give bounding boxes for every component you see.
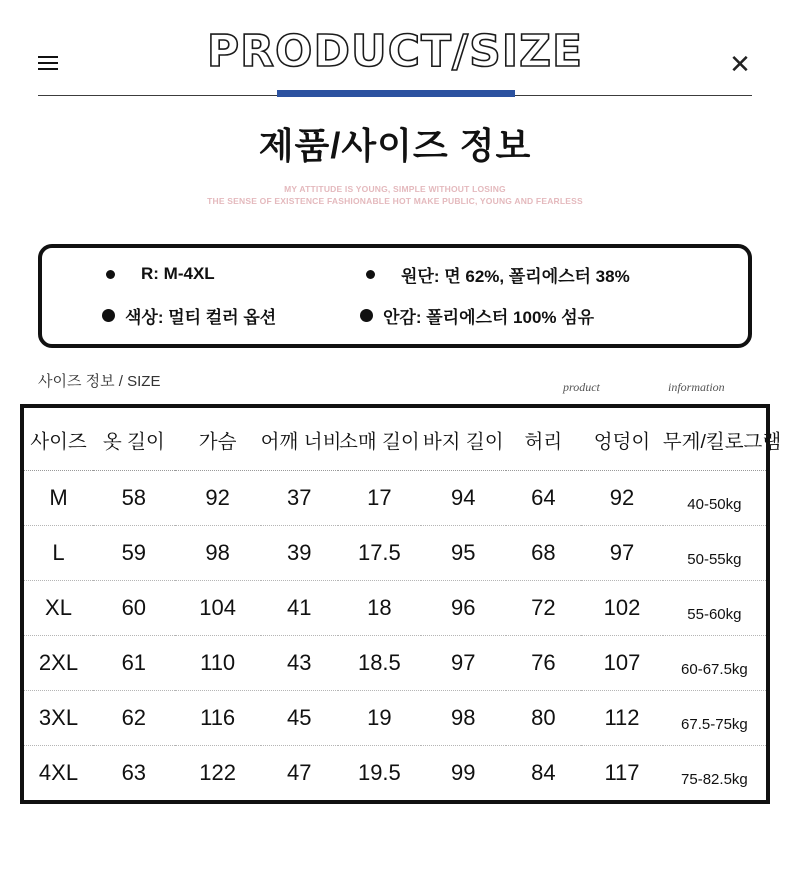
column-header-width: 소매 길이 (338, 430, 420, 453)
cell-size: 4XL (38, 759, 79, 785)
cell-sleeve: 96 (421, 580, 506, 635)
page-header (0, 0, 790, 100)
cell-shoulder: 43 (261, 635, 338, 690)
cell-chest: 98 (175, 525, 261, 580)
bullet-icon (106, 270, 115, 279)
header-divider-accent (277, 90, 515, 97)
cell-width: 19.5 (357, 759, 401, 785)
size-table-head (24, 408, 782, 471)
column-header-pants: 허리 (524, 430, 563, 453)
cell-weight: 55-60kg (663, 580, 766, 635)
cell-size: 3XL (24, 690, 93, 745)
cell-pants: 80 (506, 690, 582, 745)
column-header-size: 사이즈 (30, 430, 87, 453)
cell-size: L (24, 525, 93, 580)
cell-length: 60 (93, 580, 175, 635)
bullet-icon (360, 309, 373, 322)
cell-shoulder: 37 (261, 470, 338, 525)
cell-weight: 40-50kg (663, 470, 766, 525)
subheading-line-1: MY ATTITUDE IS YOUNG, SIMPLE WITHOUT LOSING (284, 184, 506, 194)
cell-shoulder: 45 (261, 690, 338, 745)
subheading-line-2: THE SENSE OF EXISTENCE FASHIONABLE HOT MAKE PUBLIC, YOUNG AND FEARLESS (207, 196, 583, 207)
spec-item-color (52, 303, 352, 328)
column-header-shoulder: 어깨 너비 (260, 430, 342, 453)
watermark-product: product (563, 379, 600, 394)
section-heading: 제품/사이즈 정보 (258, 125, 532, 166)
cell-pants: 76 (506, 635, 582, 690)
cell-hip: 97 (581, 525, 663, 580)
size-section-header (38, 370, 752, 400)
spec-item-lining (352, 303, 738, 328)
cell-width: 18.5 (338, 635, 421, 690)
table-row (24, 580, 766, 635)
page-title: PRODUCT/SIZE (206, 26, 584, 77)
cell-pants: 72 (506, 580, 582, 635)
bullet-icon (102, 309, 115, 322)
table-row (24, 525, 766, 580)
cell-sleeve: 98 (421, 690, 506, 745)
size-table-container (20, 404, 782, 804)
cell-length: 63 (121, 759, 147, 785)
cell-weight: 75-82.5kg (681, 770, 748, 788)
cell-hip: 112 (581, 690, 663, 745)
close-icon[interactable]: ✕ (729, 49, 751, 79)
spec-label: 색상: 멀티 컬러 옵션 (125, 307, 277, 327)
cell-chest: 122 (199, 759, 236, 785)
spec-item-size-range (52, 262, 352, 287)
cell-size: XL (24, 580, 93, 635)
table-row (24, 470, 766, 525)
bullet-icon (366, 270, 375, 279)
cell-shoulder: 39 (261, 525, 338, 580)
column-header-chest: 가슴 (198, 430, 237, 453)
cell-width: 17.5 (338, 525, 421, 580)
size-section-label: 사이즈 정보 / SIZE (38, 372, 161, 390)
cell-weight: 67.5-75kg (663, 690, 766, 745)
cell-pants: 64 (506, 470, 582, 525)
cell-shoulder: 41 (261, 580, 338, 635)
spec-row (52, 262, 738, 287)
cell-size: M (24, 470, 93, 525)
column-header-sleeve: 바지 길이 (422, 430, 504, 453)
cell-hip: 117 (604, 759, 640, 785)
column-header-length: 옷 길이 (102, 430, 165, 453)
size-table (24, 408, 782, 800)
column-header-hip: 엉덩이 (593, 430, 651, 453)
cell-weight: 50-55kg (663, 525, 766, 580)
cell-hip: 102 (581, 580, 663, 635)
cell-length: 62 (93, 690, 175, 745)
watermark-information: information (668, 379, 725, 394)
cell-sleeve: 94 (421, 470, 506, 525)
cell-width: 19 (338, 690, 421, 745)
spec-label: 원단: 면 62%, 폴리에스터 38% (401, 266, 630, 286)
cell-hip: 107 (581, 635, 663, 690)
cell-length: 61 (93, 635, 175, 690)
table-row (24, 690, 766, 745)
spec-item-fabric (352, 262, 738, 287)
cell-pants: 68 (506, 525, 582, 580)
cell-sleeve: 97 (421, 635, 506, 690)
cell-weight: 60-67.5kg (663, 635, 766, 690)
table-row (24, 635, 766, 690)
cell-length: 58 (93, 470, 175, 525)
cell-width: 17 (338, 470, 421, 525)
cell-shoulder: 47 (287, 759, 312, 785)
cell-chest: 116 (175, 690, 261, 745)
spec-box (38, 244, 752, 348)
column-header-weight: 무게/킬로그램 (662, 430, 782, 453)
cell-size: 2XL (24, 635, 93, 690)
cell-chest: 92 (175, 470, 261, 525)
cell-sleeve: 99 (450, 759, 476, 785)
cell-chest: 104 (175, 580, 261, 635)
cell-sleeve: 95 (421, 525, 506, 580)
cell-length: 59 (93, 525, 175, 580)
cell-chest: 110 (175, 635, 261, 690)
table-row (24, 745, 766, 800)
section-subheading (0, 183, 790, 208)
spec-label: 안감: 폴리에스터 100% 섬유 (383, 307, 595, 327)
cell-hip: 92 (581, 470, 663, 525)
size-table-body (24, 470, 766, 800)
table-header-row (24, 408, 766, 471)
cell-pants: 84 (531, 759, 556, 785)
spec-label: R: M-4XL (141, 264, 215, 284)
spec-row (52, 303, 738, 328)
cell-width: 18 (338, 580, 421, 635)
